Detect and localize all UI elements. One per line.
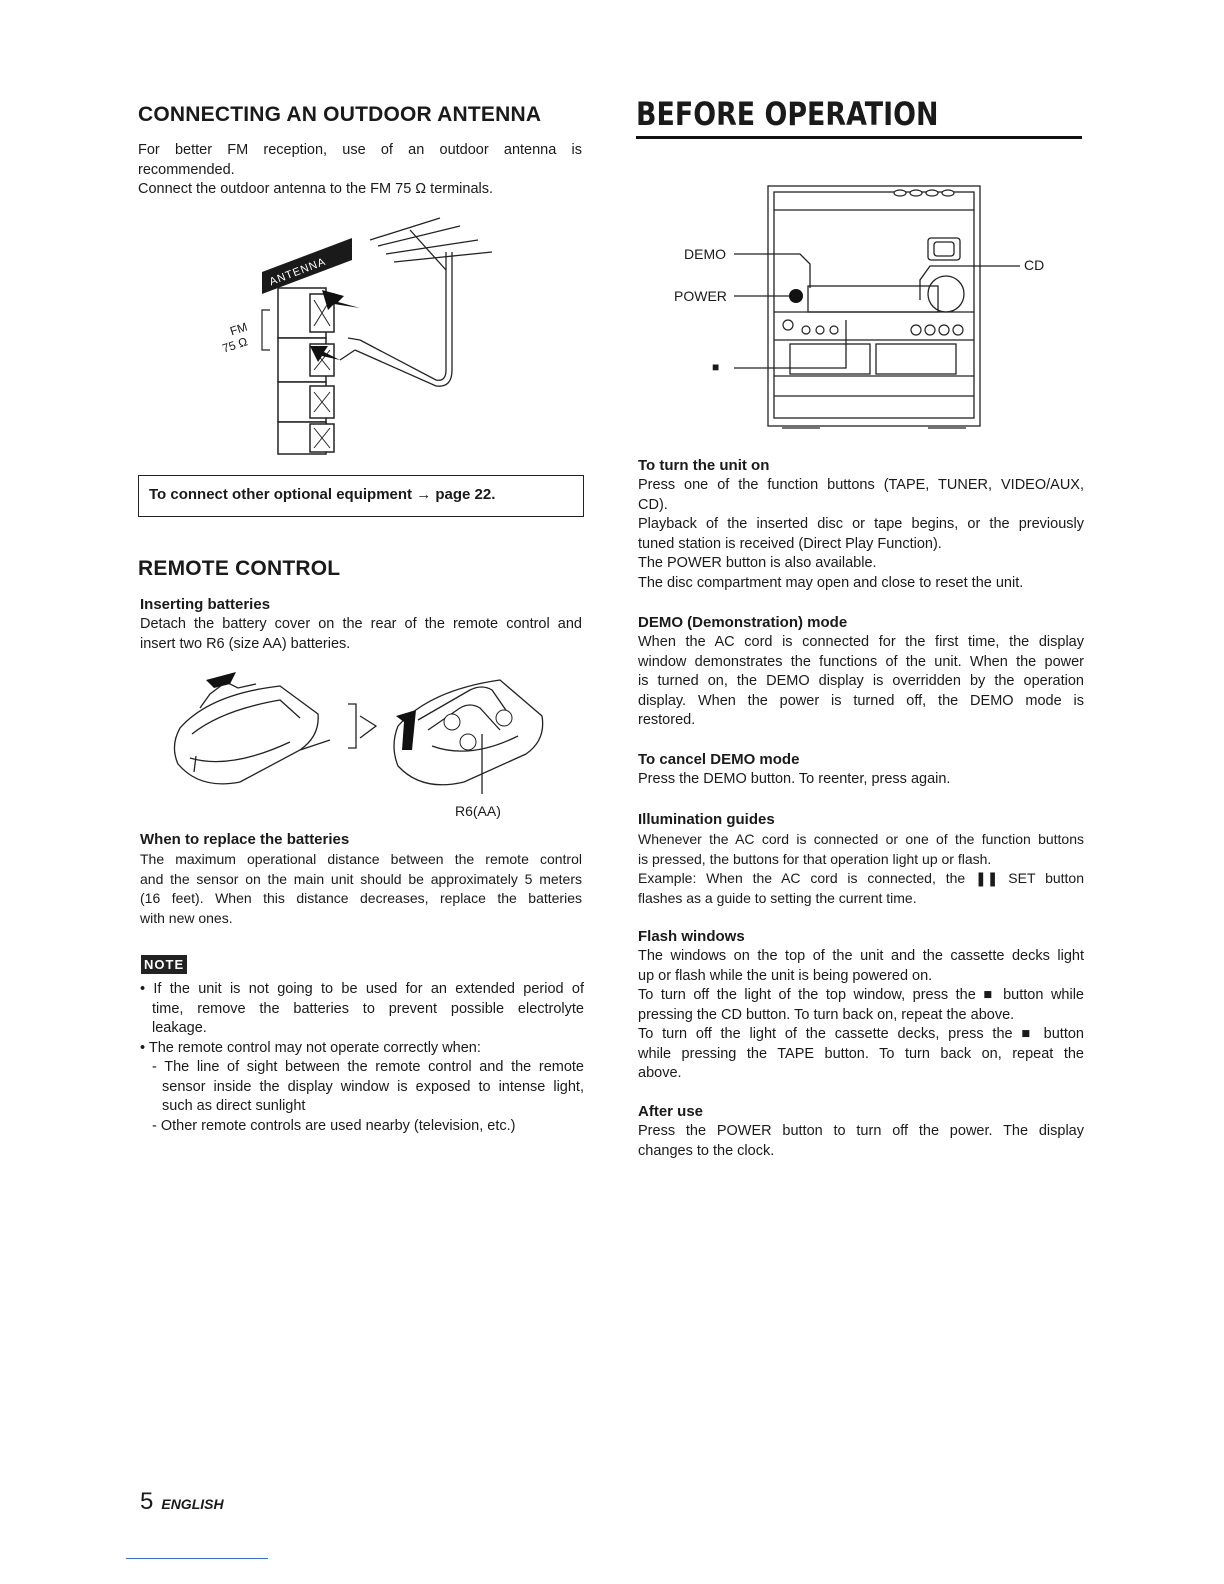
footer-divider	[126, 1558, 268, 1559]
note-line: such as direct sunlight	[162, 1098, 306, 1114]
flash-windows-heading: Flash windows	[638, 928, 745, 945]
text-line: To turn off the light of the cassette decks, press the ■ button	[638, 1026, 1084, 1042]
text-line: display. When the power is turned off, the DEMO mode is	[638, 692, 1084, 709]
text-line: flashes as a guide to setting the current time.	[638, 889, 917, 906]
note-line: • If the unit is not going to be used for an extended period of	[140, 981, 584, 997]
text-line: is pressed, the buttons for that operation light up or flash.	[638, 850, 992, 867]
flash-windows-text	[638, 947, 1084, 1084]
stereo-illustration	[670, 180, 1070, 440]
optional-equipment-callout	[138, 475, 584, 517]
antenna-intro-line: recommended.	[138, 161, 235, 178]
illumination-heading: Illumination guides	[638, 811, 775, 828]
text-line: CD).	[638, 496, 668, 513]
antenna-intro-line: Connect the outdoor antenna to the FM 75 Ω terminals.	[138, 181, 494, 197]
text-line: The windows on the top of the unit and the cassette decks light	[638, 948, 1084, 964]
page-number: 5	[140, 1488, 154, 1515]
replace-batteries-heading: When to replace the batteries	[140, 831, 350, 848]
antenna-tab-label: ANTENNA	[267, 255, 328, 289]
antenna-intro-line: For better FM reception, use of an outdoor antenna is	[138, 142, 582, 158]
text-line: The POWER button is also available.	[638, 555, 877, 571]
cancel-demo-text	[638, 770, 1084, 790]
text-line: changes to the clock.	[638, 1142, 775, 1159]
stop-button-label: ■	[712, 360, 720, 374]
text-line: up or flash while the unit is being powered on.	[638, 967, 933, 984]
text-line: Example: When the AC cord is connected, the ❚❚ SET button	[638, 870, 1084, 886]
title-rule	[636, 136, 1082, 139]
text-line: pressing the CD button. To turn back on, repeat the above.	[638, 1006, 1015, 1023]
language-label: ENGLISH	[161, 1496, 224, 1512]
note-line: sensor inside the display window is exposed to intense light,	[162, 1078, 584, 1095]
text-line: and the sensor on the main unit should be approximately 5 meters	[140, 870, 582, 887]
antenna-intro	[138, 141, 582, 200]
text-line: is turned on, the DEMO display is overridden by the operation	[638, 673, 1084, 689]
antenna-heading: CONNECTING AN OUTDOOR ANTENNA	[138, 103, 542, 126]
text-line: The disc compartment may open and close to reset the unit.	[638, 574, 1024, 591]
illumination-text	[638, 830, 1084, 908]
page-footer	[140, 1488, 224, 1516]
replace-batteries-text	[140, 850, 582, 928]
power-button-label: POWER	[674, 288, 727, 304]
page-title: BEFORE OPERATION	[636, 95, 939, 133]
demo-mode-heading: DEMO (Demonstration) mode	[638, 614, 848, 631]
demo-button-label: DEMO	[684, 246, 726, 262]
text-line: insert two R6 (size AA) batteries.	[140, 635, 351, 652]
text-line: while pressing the TAPE button. To turn back on, repeat the	[638, 1045, 1084, 1062]
text-line: above.	[638, 1065, 682, 1081]
battery-size-label: R6(AA)	[455, 803, 501, 819]
note-line: • The remote control may not operate correctly when:	[140, 1039, 481, 1056]
text-line: To turn off the light of the top window, press the ■ button while	[638, 987, 1084, 1003]
text-line: window demonstrates the functions of the unit. When the power	[638, 653, 1084, 670]
note-line: - The line of sight between the remote control and the remote	[152, 1059, 584, 1075]
note-badge: NOTE	[141, 955, 187, 974]
demo-mode-text	[638, 633, 1084, 731]
remote-heading: REMOTE CONTROL	[138, 557, 341, 580]
after-use-text	[638, 1122, 1084, 1161]
text-line: tuned station is received (Direct Play Function).	[638, 535, 942, 552]
inserting-batteries-text	[140, 615, 582, 654]
ohm-label: 75 Ω	[220, 334, 250, 356]
text-line: The maximum operational distance between the remote control	[140, 851, 582, 867]
text-line: Press the DEMO button. To reenter, press again.	[638, 771, 951, 787]
note-line: leakage.	[152, 1020, 207, 1036]
turn-on-heading: To turn the unit on	[638, 457, 770, 474]
text-line: Detach the battery cover on the rear of the remote control and	[140, 616, 582, 632]
text-line: Playback of the inserted disc or tape begins, or the previously	[638, 516, 1084, 532]
cancel-demo-heading: To cancel DEMO mode	[638, 751, 800, 768]
inserting-batteries-heading: Inserting batteries	[140, 596, 271, 613]
battery-illustration	[170, 660, 560, 800]
cd-button-label: CD	[1024, 257, 1045, 273]
note-list	[140, 980, 584, 1136]
text-line: Press the POWER button to turn off the power. The display	[638, 1123, 1084, 1139]
turn-on-text	[638, 476, 1084, 593]
note-line: time, remove the batteries to prevent possible electrolyte	[152, 1000, 584, 1017]
text-line: with new ones.	[140, 909, 233, 926]
text-line: Press one of the function buttons (TAPE, TUNER, VIDEO/AUX,	[638, 477, 1084, 493]
text-line: When the AC cord is connected for the first time, the display	[638, 634, 1084, 650]
fm-label: FM	[228, 319, 250, 339]
antenna-illustration	[210, 210, 510, 460]
after-use-heading: After use	[638, 1103, 704, 1120]
note-line: - Other remote controls are used nearby (television, etc.)	[152, 1117, 516, 1134]
callout-text[interactable]: To connect other optional equipment → page 22.	[149, 486, 496, 503]
text-line: (16 feet). When this distance decreases, replace the batteries	[140, 890, 582, 906]
text-line: Whenever the AC cord is connected or one of the function buttons	[638, 831, 1084, 847]
text-line: restored.	[638, 712, 696, 728]
